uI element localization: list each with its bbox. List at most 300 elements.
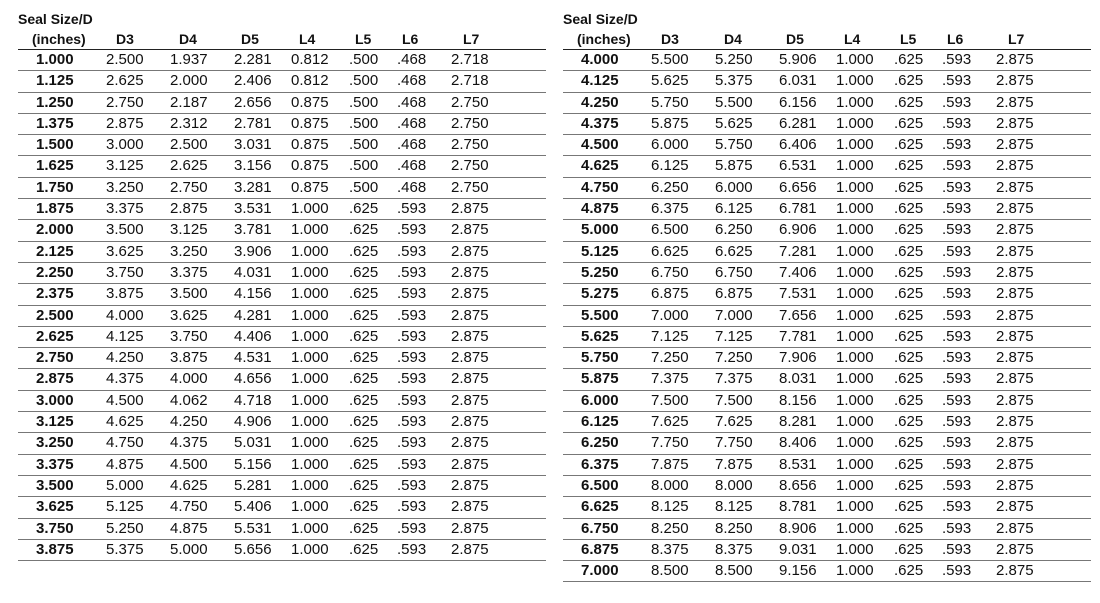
l4-cell: 1.000: [289, 369, 347, 390]
d4-cell: 5.000: [168, 539, 232, 560]
table-row: [18, 241, 546, 262]
table-row: [563, 433, 1091, 454]
d4-cell: 7.000: [713, 305, 777, 326]
d4-cell: 4.500: [168, 454, 232, 475]
d5-cell: 5.406: [232, 497, 289, 518]
d3-cell: 5.375: [104, 539, 168, 560]
l7-cell: 2.875: [994, 539, 1091, 560]
l4-cell: 1.000: [834, 369, 892, 390]
l5-cell: .625: [347, 497, 395, 518]
l6-cell: .593: [940, 412, 994, 433]
table-row: [18, 284, 546, 305]
l6-cell: .593: [395, 369, 449, 390]
d4-cell: 3.250: [168, 241, 232, 262]
l5-cell: .625: [347, 454, 395, 475]
l6-cell: .593: [940, 262, 994, 283]
l4-cell: 1.000: [834, 262, 892, 283]
l6-cell: .593: [395, 262, 449, 283]
l5-cell: .625: [892, 326, 940, 347]
seal-size-cell: 5.275: [563, 284, 649, 305]
column-header-l4: L4: [289, 29, 347, 50]
l6-cell: .593: [395, 241, 449, 262]
d5-cell: 4.718: [232, 390, 289, 411]
l5-cell: .625: [347, 220, 395, 241]
d5-cell: 4.906: [232, 412, 289, 433]
l7-cell: 2.750: [449, 177, 546, 198]
table-row: [18, 518, 546, 539]
l7-cell: 2.875: [449, 412, 546, 433]
l5-cell: .625: [892, 390, 940, 411]
l5-cell: .625: [347, 475, 395, 496]
d5-cell: 5.156: [232, 454, 289, 475]
d4-cell: 4.750: [168, 497, 232, 518]
l5-cell: .625: [347, 412, 395, 433]
l6-cell: .593: [395, 390, 449, 411]
column-header-l6: L6: [940, 29, 994, 50]
d3-cell: 4.500: [104, 390, 168, 411]
seal-size-cell: 3.125: [18, 412, 104, 433]
column-header-d5: D5: [777, 29, 834, 50]
seal-size-cell: 2.250: [18, 262, 104, 283]
l7-cell: 2.718: [449, 71, 546, 92]
l6-cell: .468: [395, 177, 449, 198]
d3-cell: 6.375: [649, 199, 713, 220]
seal-size-cell: 1.125: [18, 71, 104, 92]
column-header-d4: D4: [168, 29, 232, 50]
d3-cell: 5.875: [649, 113, 713, 134]
table-row: [18, 50, 546, 71]
table-row: [18, 326, 546, 347]
l7-cell: 2.875: [994, 199, 1091, 220]
seal-size-cell: 5.000: [563, 220, 649, 241]
seal-size-cell: 6.375: [563, 454, 649, 475]
d5-cell: 6.406: [777, 135, 834, 156]
l6-cell: .593: [395, 454, 449, 475]
d3-cell: 2.500: [104, 50, 168, 71]
d4-cell: 4.875: [168, 518, 232, 539]
table-row: [18, 539, 546, 560]
d5-cell: 3.906: [232, 241, 289, 262]
l6-cell: .593: [395, 539, 449, 560]
table-row: [18, 135, 546, 156]
column-header-d5: D5: [232, 29, 289, 50]
l4-cell: 1.000: [834, 71, 892, 92]
column-header-l5: L5: [892, 29, 940, 50]
l4-cell: 0.875: [289, 156, 347, 177]
d3-cell: 5.250: [104, 518, 168, 539]
seal-size-cell: 6.500: [563, 475, 649, 496]
d3-cell: 5.125: [104, 497, 168, 518]
d5-cell: 6.531: [777, 156, 834, 177]
l4-cell: 1.000: [834, 305, 892, 326]
seal-size-cell: 6.875: [563, 539, 649, 560]
table-row: [563, 262, 1091, 283]
seal-size-header: Seal Size/D: [18, 11, 93, 27]
l4-cell: 1.000: [834, 433, 892, 454]
d5-cell: 2.281: [232, 50, 289, 71]
d3-cell: 3.125: [104, 156, 168, 177]
l6-cell: .593: [395, 284, 449, 305]
d5-cell: 2.656: [232, 92, 289, 113]
d5-cell: 7.531: [777, 284, 834, 305]
d3-cell: 5.500: [649, 50, 713, 71]
l6-cell: .593: [940, 390, 994, 411]
table-row: [563, 305, 1091, 326]
d4-cell: 4.000: [168, 369, 232, 390]
d4-cell: 6.000: [713, 177, 777, 198]
seal-size-cell: 5.750: [563, 348, 649, 369]
d4-cell: 2.187: [168, 92, 232, 113]
table-row: [563, 348, 1091, 369]
d4-cell: 5.375: [713, 71, 777, 92]
l6-cell: .593: [940, 326, 994, 347]
l4-cell: 1.000: [289, 241, 347, 262]
l5-cell: .500: [347, 135, 395, 156]
d3-cell: 4.250: [104, 348, 168, 369]
l6-cell: .593: [940, 561, 994, 582]
d5-cell: 8.781: [777, 497, 834, 518]
l7-cell: 2.875: [994, 284, 1091, 305]
l5-cell: .500: [347, 156, 395, 177]
d3-cell: 6.250: [649, 177, 713, 198]
seal-dimensions-table-left: [18, 9, 546, 561]
table-row: [563, 539, 1091, 560]
d3-cell: 3.625: [104, 241, 168, 262]
d3-cell: 7.625: [649, 412, 713, 433]
l5-cell: .625: [347, 433, 395, 454]
table-row: [563, 412, 1091, 433]
l6-cell: .593: [940, 135, 994, 156]
table-row: [563, 71, 1091, 92]
d3-cell: 8.375: [649, 539, 713, 560]
l4-cell: 1.000: [289, 539, 347, 560]
seal-size-cell: 6.000: [563, 390, 649, 411]
d5-cell: 6.031: [777, 71, 834, 92]
table-header-row-top: [563, 9, 1091, 29]
table-row: [563, 326, 1091, 347]
table-row: [563, 475, 1091, 496]
seal-dimensions-table-right: [563, 9, 1090, 582]
d5-cell: 4.281: [232, 305, 289, 326]
l4-cell: 1.000: [289, 390, 347, 411]
d4-cell: 4.250: [168, 412, 232, 433]
d5-cell: 6.781: [777, 199, 834, 220]
table-row: [563, 220, 1091, 241]
table-row: [18, 433, 546, 454]
l4-cell: 1.000: [834, 50, 892, 71]
seal-size-cell: 2.125: [18, 241, 104, 262]
l7-cell: 2.875: [449, 475, 546, 496]
d4-cell: 4.062: [168, 390, 232, 411]
d5-cell: 4.531: [232, 348, 289, 369]
d5-cell: 4.156: [232, 284, 289, 305]
seal-size-cell: 3.875: [18, 539, 104, 560]
l4-cell: 1.000: [289, 412, 347, 433]
d4-cell: 6.625: [713, 241, 777, 262]
l7-cell: 2.875: [449, 220, 546, 241]
d5-cell: 8.531: [777, 454, 834, 475]
d4-cell: 2.500: [168, 135, 232, 156]
d3-cell: 5.750: [649, 92, 713, 113]
d3-cell: 3.000: [104, 135, 168, 156]
l5-cell: .500: [347, 92, 395, 113]
l4-cell: 1.000: [834, 177, 892, 198]
seal-size-cell: 6.750: [563, 518, 649, 539]
d5-cell: 2.781: [232, 113, 289, 134]
table-row: [18, 113, 546, 134]
seal-size-cell: 5.500: [563, 305, 649, 326]
l7-cell: 2.875: [994, 497, 1091, 518]
l7-cell: 2.875: [994, 433, 1091, 454]
l5-cell: .500: [347, 177, 395, 198]
column-header-d4: D4: [713, 29, 777, 50]
d3-cell: 8.000: [649, 475, 713, 496]
d3-cell: 3.875: [104, 284, 168, 305]
l6-cell: .468: [395, 113, 449, 134]
l4-cell: 1.000: [289, 497, 347, 518]
l6-cell: .593: [940, 433, 994, 454]
d4-cell: 3.875: [168, 348, 232, 369]
l5-cell: .625: [347, 241, 395, 262]
l7-cell: 2.875: [449, 433, 546, 454]
l6-cell: .593: [940, 497, 994, 518]
d5-cell: 3.156: [232, 156, 289, 177]
l4-cell: 1.000: [289, 348, 347, 369]
d4-cell: 3.125: [168, 220, 232, 241]
l4-cell: 1.000: [834, 156, 892, 177]
table-row: [18, 156, 546, 177]
seal-size-cell: 6.250: [563, 433, 649, 454]
l6-cell: .593: [940, 113, 994, 134]
l7-cell: 2.875: [449, 305, 546, 326]
l7-cell: 2.875: [449, 284, 546, 305]
d3-cell: 8.500: [649, 561, 713, 582]
l4-cell: 1.000: [834, 561, 892, 582]
l5-cell: .625: [892, 561, 940, 582]
seal-size-cell: 4.500: [563, 135, 649, 156]
table-row: [18, 305, 546, 326]
l6-cell: .593: [940, 50, 994, 71]
d4-cell: 5.750: [713, 135, 777, 156]
table-row: [563, 241, 1091, 262]
l7-cell: 2.875: [994, 454, 1091, 475]
d5-cell: 5.906: [777, 50, 834, 71]
l6-cell: .593: [940, 177, 994, 198]
seal-size-cell: 1.250: [18, 92, 104, 113]
l5-cell: .625: [347, 390, 395, 411]
l5-cell: .500: [347, 113, 395, 134]
d5-cell: 8.406: [777, 433, 834, 454]
d3-cell: 7.250: [649, 348, 713, 369]
l5-cell: .625: [892, 113, 940, 134]
seal-size-cell: 2.500: [18, 305, 104, 326]
l6-cell: .593: [395, 412, 449, 433]
d4-cell: 2.750: [168, 177, 232, 198]
seal-size-cell: 4.000: [563, 50, 649, 71]
table-row: [563, 156, 1091, 177]
l5-cell: .625: [347, 326, 395, 347]
d5-cell: 7.781: [777, 326, 834, 347]
d5-cell: 8.281: [777, 412, 834, 433]
seal-size-cell: 5.875: [563, 369, 649, 390]
d5-cell: 6.906: [777, 220, 834, 241]
table-row: [563, 113, 1091, 134]
d3-cell: 7.500: [649, 390, 713, 411]
l4-cell: 1.000: [834, 518, 892, 539]
d3-cell: 5.625: [649, 71, 713, 92]
d4-cell: 5.875: [713, 156, 777, 177]
d3-cell: 3.250: [104, 177, 168, 198]
l6-cell: .468: [395, 135, 449, 156]
l7-cell: 2.875: [994, 561, 1091, 582]
l7-cell: 2.875: [449, 497, 546, 518]
d5-cell: 5.281: [232, 475, 289, 496]
table-row: [563, 177, 1091, 198]
d3-cell: 6.625: [649, 241, 713, 262]
seal-size-cell: 4.125: [563, 71, 649, 92]
table-row: [18, 454, 546, 475]
d3-cell: 5.000: [104, 475, 168, 496]
d5-cell: 8.156: [777, 390, 834, 411]
table-row: [18, 92, 546, 113]
table-row: [563, 454, 1091, 475]
d3-cell: 7.375: [649, 369, 713, 390]
l7-cell: 2.875: [994, 305, 1091, 326]
d3-cell: 2.875: [104, 113, 168, 134]
l7-cell: 2.750: [449, 135, 546, 156]
d5-cell: 6.656: [777, 177, 834, 198]
l5-cell: .625: [892, 475, 940, 496]
d5-cell: 5.531: [232, 518, 289, 539]
l5-cell: .625: [892, 177, 940, 198]
seal-size-cell: 1.625: [18, 156, 104, 177]
d4-cell: 7.750: [713, 433, 777, 454]
d3-cell: 4.875: [104, 454, 168, 475]
l5-cell: .625: [892, 518, 940, 539]
l5-cell: .625: [892, 71, 940, 92]
l6-cell: .593: [940, 518, 994, 539]
column-header-l4: L4: [834, 29, 892, 50]
table-row: [18, 497, 546, 518]
l5-cell: .625: [892, 454, 940, 475]
l7-cell: 2.875: [994, 262, 1091, 283]
l7-cell: 2.875: [449, 326, 546, 347]
column-header-l6: L6: [395, 29, 449, 50]
l5-cell: .625: [347, 199, 395, 220]
l4-cell: 0.875: [289, 177, 347, 198]
table-row: [563, 561, 1091, 582]
d4-cell: 7.375: [713, 369, 777, 390]
l7-cell: 2.875: [994, 326, 1091, 347]
d3-cell: 4.750: [104, 433, 168, 454]
l5-cell: .625: [892, 135, 940, 156]
d5-cell: 3.531: [232, 199, 289, 220]
d3-cell: 4.000: [104, 305, 168, 326]
table-row: [563, 92, 1091, 113]
d5-cell: 7.281: [777, 241, 834, 262]
l4-cell: 1.000: [834, 113, 892, 134]
l5-cell: .625: [892, 348, 940, 369]
l4-cell: 0.812: [289, 71, 347, 92]
l5-cell: .500: [347, 50, 395, 71]
l6-cell: .593: [940, 92, 994, 113]
l4-cell: 1.000: [834, 539, 892, 560]
table-row: [18, 262, 546, 283]
l7-cell: 2.875: [994, 241, 1091, 262]
l7-cell: 2.875: [994, 177, 1091, 198]
table-row: [563, 497, 1091, 518]
l4-cell: 1.000: [834, 284, 892, 305]
d5-cell: 3.781: [232, 220, 289, 241]
l6-cell: .593: [940, 220, 994, 241]
seal-size-cell: 3.750: [18, 518, 104, 539]
d4-cell: 6.125: [713, 199, 777, 220]
d5-cell: 8.906: [777, 518, 834, 539]
l6-cell: .468: [395, 92, 449, 113]
l4-cell: 1.000: [834, 220, 892, 241]
seal-size-cell: 6.125: [563, 412, 649, 433]
l7-cell: 2.875: [449, 454, 546, 475]
seal-size-cell: 1.000: [18, 50, 104, 71]
l5-cell: .625: [892, 412, 940, 433]
l5-cell: .625: [892, 50, 940, 71]
l4-cell: 1.000: [289, 220, 347, 241]
d5-cell: 5.656: [232, 539, 289, 560]
l6-cell: .468: [395, 156, 449, 177]
d4-cell: 6.250: [713, 220, 777, 241]
d3-cell: 7.000: [649, 305, 713, 326]
d4-cell: 2.625: [168, 156, 232, 177]
l6-cell: .593: [940, 71, 994, 92]
l6-cell: .593: [395, 433, 449, 454]
d5-cell: 4.656: [232, 369, 289, 390]
l6-cell: .593: [395, 518, 449, 539]
table-row: [563, 369, 1091, 390]
d3-cell: 3.375: [104, 199, 168, 220]
l7-cell: 2.875: [449, 348, 546, 369]
table-row: [18, 475, 546, 496]
d5-cell: 6.156: [777, 92, 834, 113]
l5-cell: .625: [347, 348, 395, 369]
d5-cell: 9.156: [777, 561, 834, 582]
d5-cell: 7.906: [777, 348, 834, 369]
l4-cell: 0.812: [289, 50, 347, 71]
l4-cell: 1.000: [834, 92, 892, 113]
seal-size-cell: 2.375: [18, 284, 104, 305]
d5-cell: 9.031: [777, 539, 834, 560]
l6-cell: .593: [395, 220, 449, 241]
l7-cell: 2.875: [449, 241, 546, 262]
l6-cell: .593: [395, 348, 449, 369]
d5-cell: 7.656: [777, 305, 834, 326]
l6-cell: .593: [940, 369, 994, 390]
l7-cell: 2.750: [449, 113, 546, 134]
d4-cell: 2.312: [168, 113, 232, 134]
d4-cell: 3.375: [168, 262, 232, 283]
l4-cell: 1.000: [289, 305, 347, 326]
d4-cell: 7.125: [713, 326, 777, 347]
l6-cell: .593: [395, 305, 449, 326]
d3-cell: 7.875: [649, 454, 713, 475]
l4-cell: 1.000: [289, 262, 347, 283]
l6-cell: .593: [395, 326, 449, 347]
l5-cell: .625: [347, 518, 395, 539]
units-header: (inches): [563, 29, 649, 50]
l4-cell: 0.875: [289, 135, 347, 156]
l5-cell: .625: [892, 241, 940, 262]
l5-cell: .625: [892, 497, 940, 518]
l4-cell: 1.000: [289, 433, 347, 454]
